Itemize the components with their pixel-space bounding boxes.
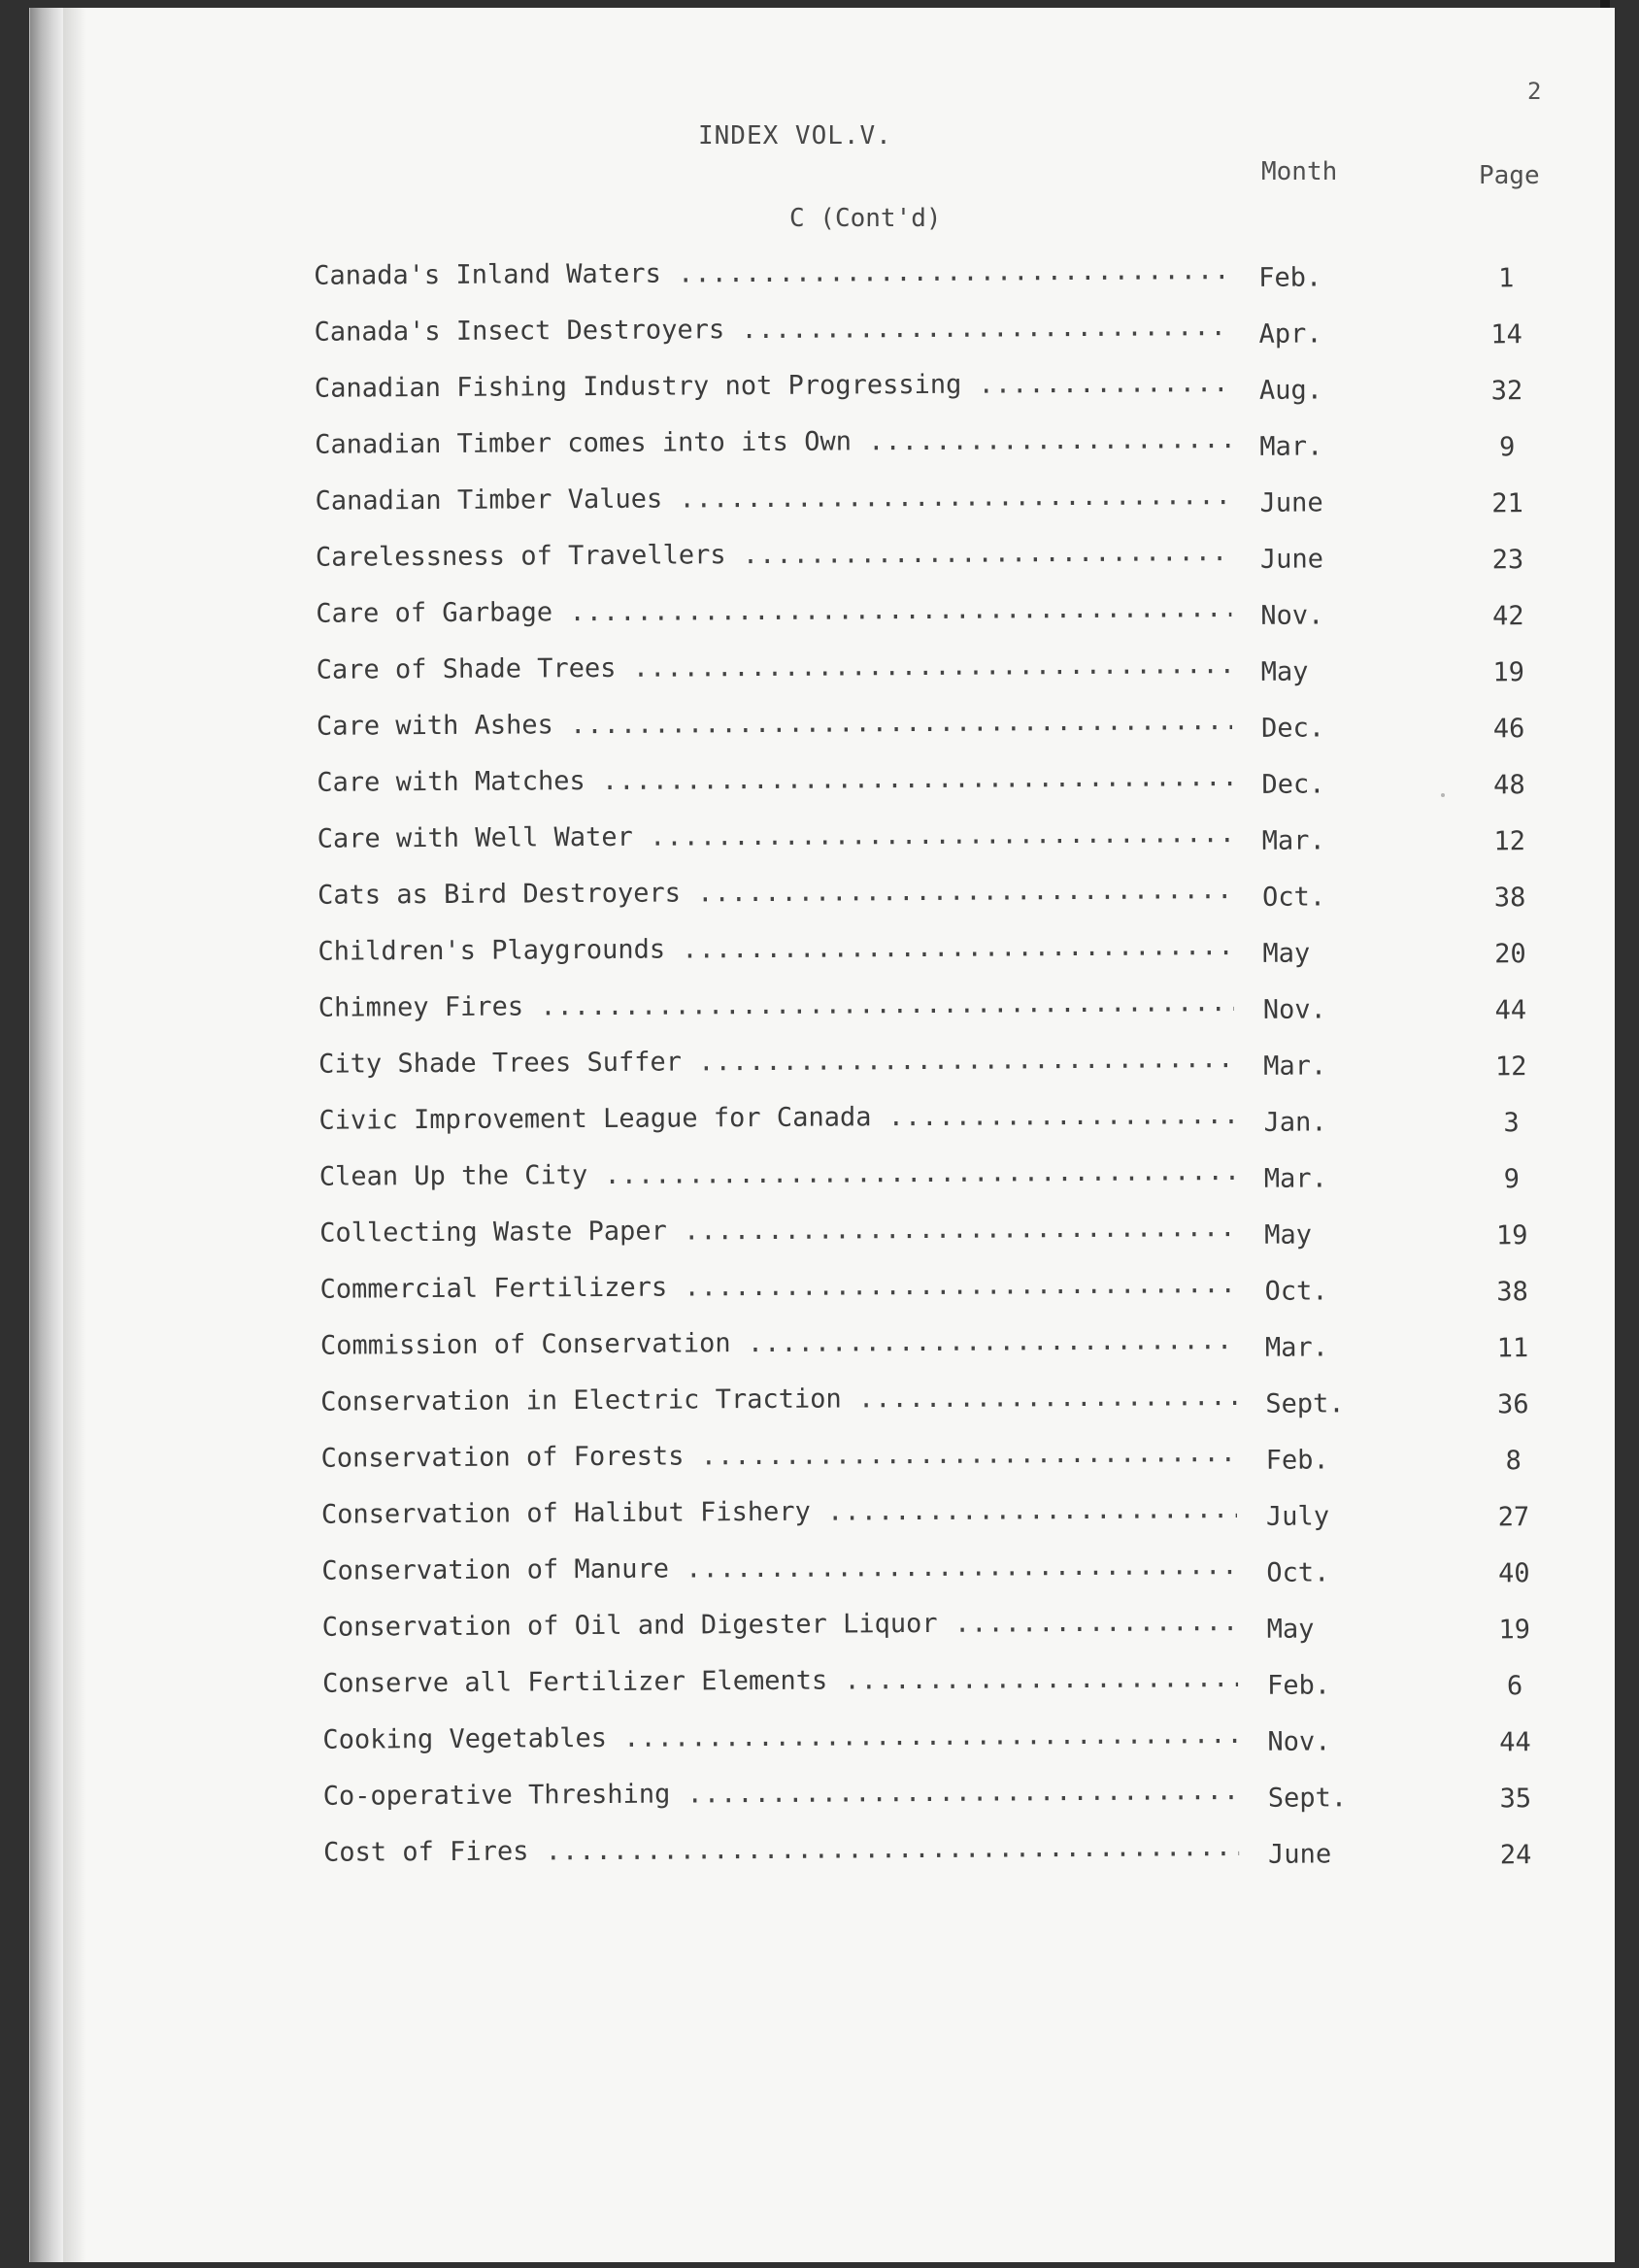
index-entry bbox=[284, 1367, 1576, 1431]
entry-page: 12 bbox=[1493, 826, 1526, 857]
entry-page: 9 bbox=[1503, 1164, 1521, 1195]
page-column-header: Page bbox=[1479, 161, 1540, 190]
index-entry bbox=[287, 1818, 1579, 1882]
entry-title: Care with Matches ..... bbox=[317, 750, 1232, 812]
index-entry bbox=[284, 1198, 1575, 1262]
entry-month: May bbox=[1262, 938, 1311, 969]
index-entry bbox=[280, 579, 1571, 643]
entry-month: Mar. bbox=[1263, 1163, 1327, 1194]
entry-title: Carelessness of Travellers ..... bbox=[316, 524, 1231, 586]
entry-month: May bbox=[1264, 1219, 1313, 1251]
entry-page: 20 bbox=[1494, 939, 1526, 970]
index-entry bbox=[279, 466, 1570, 530]
entry-title: Care with Well Water ..... bbox=[318, 806, 1233, 868]
entry-month: July bbox=[1265, 1501, 1330, 1532]
entry-title: Chimney Fires ..... bbox=[318, 975, 1234, 1037]
entry-page: 23 bbox=[1491, 545, 1524, 576]
entry-page: 44 bbox=[1499, 1727, 1531, 1758]
index-title: INDEX VOL.V. bbox=[698, 121, 892, 150]
entry-page: 1 bbox=[1497, 263, 1515, 294]
index-entry bbox=[281, 748, 1572, 812]
index-entry bbox=[285, 1536, 1577, 1600]
entry-title: Canadian Timber Values ..... bbox=[315, 468, 1230, 530]
index-entry bbox=[284, 1254, 1575, 1318]
entry-title: Conservation of Halibut Fishery ..... bbox=[321, 1482, 1237, 1544]
entry-month: June bbox=[1259, 544, 1324, 575]
index-entry bbox=[279, 410, 1570, 474]
section-heading: C (Cont'd) bbox=[789, 204, 942, 233]
entry-title: Conservation of Manure ..... bbox=[321, 1538, 1237, 1600]
entry-month: Mar. bbox=[1264, 1332, 1329, 1363]
entry-page: 38 bbox=[1493, 883, 1526, 914]
index-entry bbox=[283, 1085, 1574, 1150]
entry-page: 21 bbox=[1491, 488, 1523, 519]
entry-title: Collecting Waste Paper ..... bbox=[319, 1200, 1235, 1262]
entry-month: Mar. bbox=[1259, 431, 1323, 462]
entry-page: 12 bbox=[1494, 1051, 1527, 1083]
index-entry bbox=[282, 804, 1573, 868]
entry-page: 38 bbox=[1496, 1277, 1528, 1308]
entry-month: Aug. bbox=[1258, 375, 1323, 406]
entry-title: Commercial Fertilizers ..... bbox=[319, 1256, 1235, 1318]
entry-page: 27 bbox=[1497, 1502, 1530, 1533]
index-entry bbox=[279, 353, 1570, 417]
entry-page: 24 bbox=[1499, 1840, 1532, 1871]
index-entry bbox=[285, 1480, 1577, 1544]
entry-title: Conservation of Oil and Digester Liquor ..... bbox=[322, 1594, 1238, 1656]
entry-title: Clean Up the City ..... bbox=[319, 1144, 1235, 1206]
entry-month: June bbox=[1259, 487, 1323, 518]
entry-title: Children's Playgrounds ..... bbox=[318, 918, 1233, 981]
entry-title: Cooking Vegetables ..... bbox=[322, 1707, 1238, 1769]
index-entry bbox=[283, 1029, 1574, 1093]
entry-page: 14 bbox=[1490, 319, 1522, 350]
index-entry bbox=[284, 1311, 1576, 1375]
entry-page: 19 bbox=[1492, 657, 1525, 688]
entry-month: Dec. bbox=[1260, 713, 1325, 744]
entry-month: Sept. bbox=[1265, 1388, 1345, 1419]
index-entry-list bbox=[278, 241, 1579, 1882]
entry-month: Jan. bbox=[1263, 1107, 1327, 1138]
entry-title: Civic Improvement League for Canada ..... bbox=[318, 1087, 1234, 1150]
index-entry bbox=[283, 973, 1574, 1037]
entry-month: Dec. bbox=[1261, 769, 1325, 800]
entry-page: 11 bbox=[1496, 1333, 1529, 1364]
month-column-header: Month bbox=[1261, 157, 1338, 186]
index-entry bbox=[278, 297, 1569, 361]
entry-page: 6 bbox=[1506, 1671, 1523, 1702]
entry-page: 42 bbox=[1491, 601, 1524, 632]
entry-month: Mar. bbox=[1261, 825, 1325, 856]
index-entry bbox=[284, 1142, 1575, 1206]
entry-title: Conservation of Forests ..... bbox=[320, 1425, 1236, 1487]
entry-month: Nov. bbox=[1260, 600, 1324, 631]
entry-title: Canada's Insect Destroyers ..... bbox=[314, 299, 1229, 361]
entry-page: 36 bbox=[1496, 1389, 1529, 1420]
entry-page: 44 bbox=[1494, 995, 1527, 1026]
entry-title: Canada's Inland Waters ..... bbox=[314, 243, 1229, 305]
entry-month: Oct. bbox=[1266, 1557, 1330, 1588]
entry-month: Oct. bbox=[1262, 882, 1326, 913]
entry-title: Co-operative Threshing ..... bbox=[323, 1763, 1239, 1825]
scan-speck bbox=[1441, 793, 1445, 797]
entry-title: Care of Shade Trees ..... bbox=[316, 637, 1231, 699]
index-entry bbox=[286, 1649, 1578, 1713]
index-entry bbox=[281, 691, 1572, 755]
entry-month: June bbox=[1268, 1839, 1332, 1870]
entry-title: Care of Garbage ..... bbox=[316, 581, 1231, 643]
binding-strip bbox=[30, 8, 63, 2262]
entry-page: 19 bbox=[1498, 1615, 1531, 1646]
entry-month: Mar. bbox=[1263, 1051, 1327, 1082]
entry-title: Canadian Timber comes into its Own ..... bbox=[315, 412, 1230, 474]
entry-title: Care with Ashes ..... bbox=[317, 693, 1232, 755]
index-entry bbox=[286, 1705, 1578, 1769]
entry-title: Conservation in Electric Traction ..... bbox=[320, 1369, 1236, 1431]
entry-month: May bbox=[1260, 656, 1309, 687]
page-number: 2 bbox=[1527, 78, 1542, 105]
index-entry bbox=[278, 241, 1569, 305]
entry-page: 46 bbox=[1492, 714, 1525, 745]
entry-title: Cats as Bird Destroyers ..... bbox=[318, 862, 1233, 924]
index-entry bbox=[280, 522, 1571, 586]
entry-title: Commission of Conservation ..... bbox=[320, 1313, 1236, 1375]
entry-page: 9 bbox=[1499, 432, 1516, 463]
binding-shadow bbox=[63, 8, 86, 2262]
entry-month: May bbox=[1266, 1614, 1315, 1645]
index-entry bbox=[280, 635, 1571, 699]
index-entry bbox=[282, 860, 1573, 924]
entry-title: Conserve all Fertilizer Elements ..... bbox=[322, 1651, 1238, 1713]
entry-page: 19 bbox=[1495, 1220, 1528, 1251]
entry-page: 48 bbox=[1493, 770, 1525, 801]
entry-month: Nov. bbox=[1267, 1726, 1331, 1757]
entry-month: Nov. bbox=[1262, 994, 1326, 1025]
entry-page: 32 bbox=[1490, 376, 1523, 407]
entry-month: Oct. bbox=[1264, 1276, 1328, 1307]
entry-title: Cost of Fires ..... bbox=[323, 1819, 1239, 1882]
entry-title: City Shade Trees Suffer ..... bbox=[318, 1031, 1234, 1093]
entry-title: Canadian Fishing Industry not Progressing ..... bbox=[315, 355, 1230, 417]
index-page bbox=[29, 8, 1615, 2262]
index-entry bbox=[286, 1592, 1578, 1656]
entry-month: Feb. bbox=[1266, 1670, 1331, 1701]
index-entry bbox=[287, 1761, 1579, 1825]
index-entry bbox=[284, 1423, 1576, 1487]
entry-page: 35 bbox=[1499, 1784, 1532, 1815]
entry-page: 3 bbox=[1503, 1108, 1520, 1139]
index-entry bbox=[282, 917, 1573, 981]
entry-page: 8 bbox=[1505, 1446, 1522, 1477]
entry-month: Feb. bbox=[1265, 1445, 1329, 1476]
entry-month: Apr. bbox=[1258, 318, 1322, 350]
entry-page: 40 bbox=[1498, 1558, 1530, 1589]
entry-month: Feb. bbox=[1258, 262, 1322, 293]
entry-month: Sept. bbox=[1267, 1783, 1348, 1814]
